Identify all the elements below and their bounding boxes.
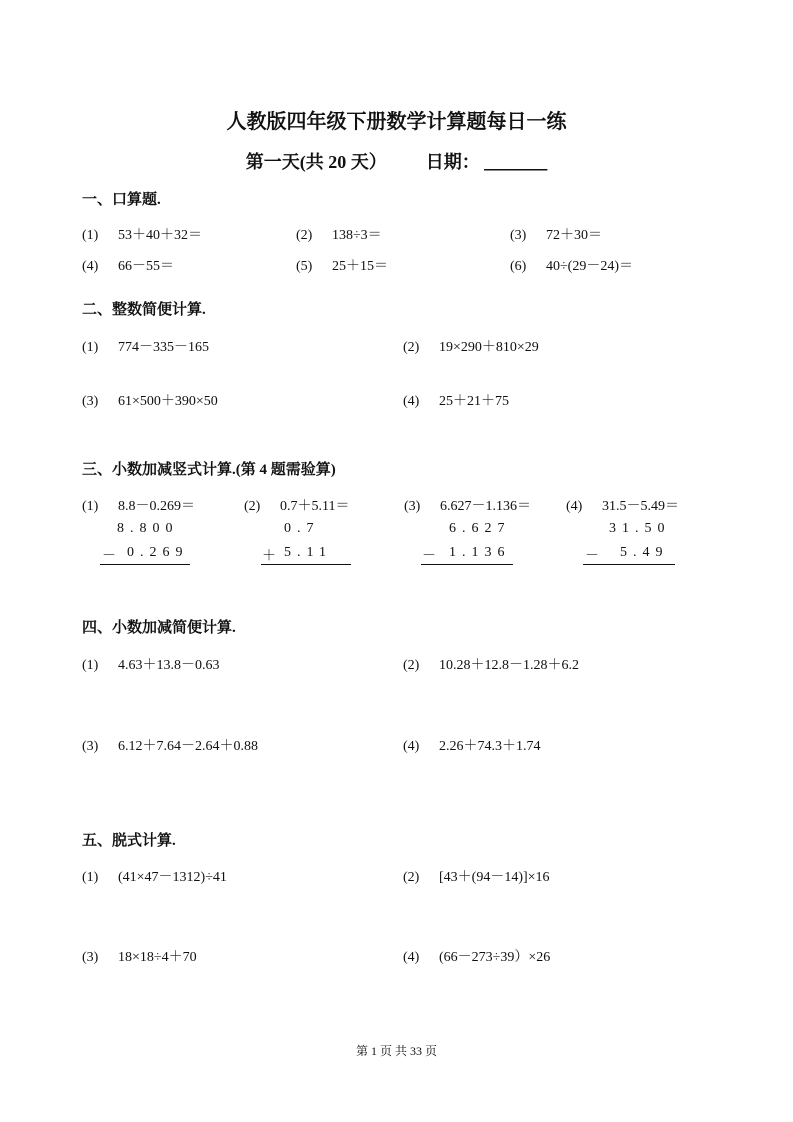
stepwise-item-4 [403,946,550,966]
vertical-rule [421,564,513,565]
vertical-top-number: 0.7 [284,521,320,536]
item-expression: 774－335－165 [118,340,209,355]
item-number: (1) [82,658,99,673]
section-heading-decimal: 四、小数加减简便计算. [82,620,236,636]
item-expression: 138÷3＝ [332,228,382,243]
vertical-rule [583,564,675,565]
item-number: (4) [566,499,583,514]
item-number: (2) [296,228,313,243]
page-title: 人教版四年级下册数学计算题每日一练 [226,111,567,133]
item-number: (1) [82,870,99,885]
integer-item-4 [403,390,509,410]
vertical-bottom-number: 0.269 [127,545,189,560]
item-number: (3) [82,950,99,965]
oral-item-2 [296,224,382,244]
oral-item-1 [82,224,202,244]
oral-item-6 [510,255,633,275]
stepwise-item-3 [82,946,197,966]
vertical-bottom-number: 5.49 [620,545,669,560]
item-number: (3) [510,228,527,243]
item-expression: 31.5－5.49＝ [602,499,679,514]
stepwise-item-2 [403,866,550,886]
item-number: (2) [403,870,420,885]
item-expression: 40÷(29－24)＝ [546,259,634,274]
item-number: (6) [510,259,527,274]
item-expression: 61×500＋390×50 [118,394,218,409]
item-expression: (66－273÷39）×26 [439,950,551,965]
item-expression: 6.12＋7.64－2.64＋0.88 [118,739,258,754]
item-expression: (41×47－1312)÷41 [118,870,227,885]
item-number: (3) [82,739,99,754]
oral-item-4 [82,255,174,275]
integer-item-3 [82,390,218,410]
stepwise-item-1 [82,866,227,886]
vertical-bottom-number: 1.136 [449,545,511,560]
section-heading-stepwise: 五、脱式计算. [82,833,176,849]
item-expression: 72＋30＝ [546,228,602,243]
page-subtitle [0,148,793,174]
item-expression: [43＋(94－14)]×16 [439,870,550,885]
oral-item-3 [510,224,602,244]
item-expression: 19×290＋810×29 [439,340,539,355]
item-expression: 25＋21＋75 [439,394,509,409]
item-expression: 8.8－0.269＝ [118,499,195,514]
integer-item-2 [403,336,539,356]
item-expression: 53＋40＋32＝ [118,228,202,243]
date-blank: _______ [484,152,548,172]
integer-item-1 [82,336,209,356]
item-expression: 6.627－1.136＝ [440,499,531,514]
item-number: (2) [403,340,420,355]
item-expression: 66－55＝ [118,259,174,274]
vertical-item-2 [244,495,349,515]
oral-item-5 [296,255,388,275]
item-number: (2) [244,499,261,514]
decimal-item-3 [82,735,258,755]
item-number: (1) [82,228,99,243]
item-number: (3) [404,499,421,514]
vertical-item-4 [566,495,679,515]
vertical-operator: － [585,549,605,564]
day-label: 第一天(共 20 天） [245,152,387,172]
item-number: (1) [82,340,99,355]
item-expression: 2.26＋74.3＋1.74 [439,739,541,754]
section-heading-vertical: 三、小数加减竖式计算.(第 4 题需验算) [82,462,336,478]
vertical-item-3 [404,495,531,515]
vertical-item-1 [82,495,195,515]
decimal-item-4 [403,735,541,755]
item-number: (4) [403,394,420,409]
decimal-item-1 [82,654,220,674]
item-expression: 4.63＋13.8－0.63 [118,658,220,673]
date-label: 日期： [425,152,480,172]
decimal-item-2 [403,654,579,674]
vertical-top-number: 31.50 [609,521,671,536]
vertical-rule [261,564,351,565]
vertical-rule [100,564,190,565]
vertical-operator: ＋ [262,549,282,564]
item-expression: 18×18÷4＋70 [118,950,197,965]
item-expression: 25＋15＝ [332,259,388,274]
item-number: (5) [296,259,313,274]
item-expression: 0.7＋5.11＝ [280,499,350,514]
vertical-top-number: 6.627 [449,521,511,536]
item-number: (4) [403,739,420,754]
vertical-top-number: 8.800 [117,521,179,536]
item-expression: 10.28＋12.8－1.28＋6.2 [439,658,579,673]
item-number: (1) [82,499,99,514]
page-footer: 第 1 页 共 33 页 [355,1044,437,1058]
item-number: (2) [403,658,420,673]
vertical-bottom-number: 5.11 [284,545,332,560]
section-heading-integer: 二、整数简便计算. [82,302,206,318]
section-heading-oral: 一、口算题. [82,192,161,208]
item-number: (4) [82,259,99,274]
item-number: (3) [82,394,99,409]
item-number: (4) [403,950,420,965]
vertical-operator: － [102,549,122,564]
vertical-operator: － [422,549,442,564]
